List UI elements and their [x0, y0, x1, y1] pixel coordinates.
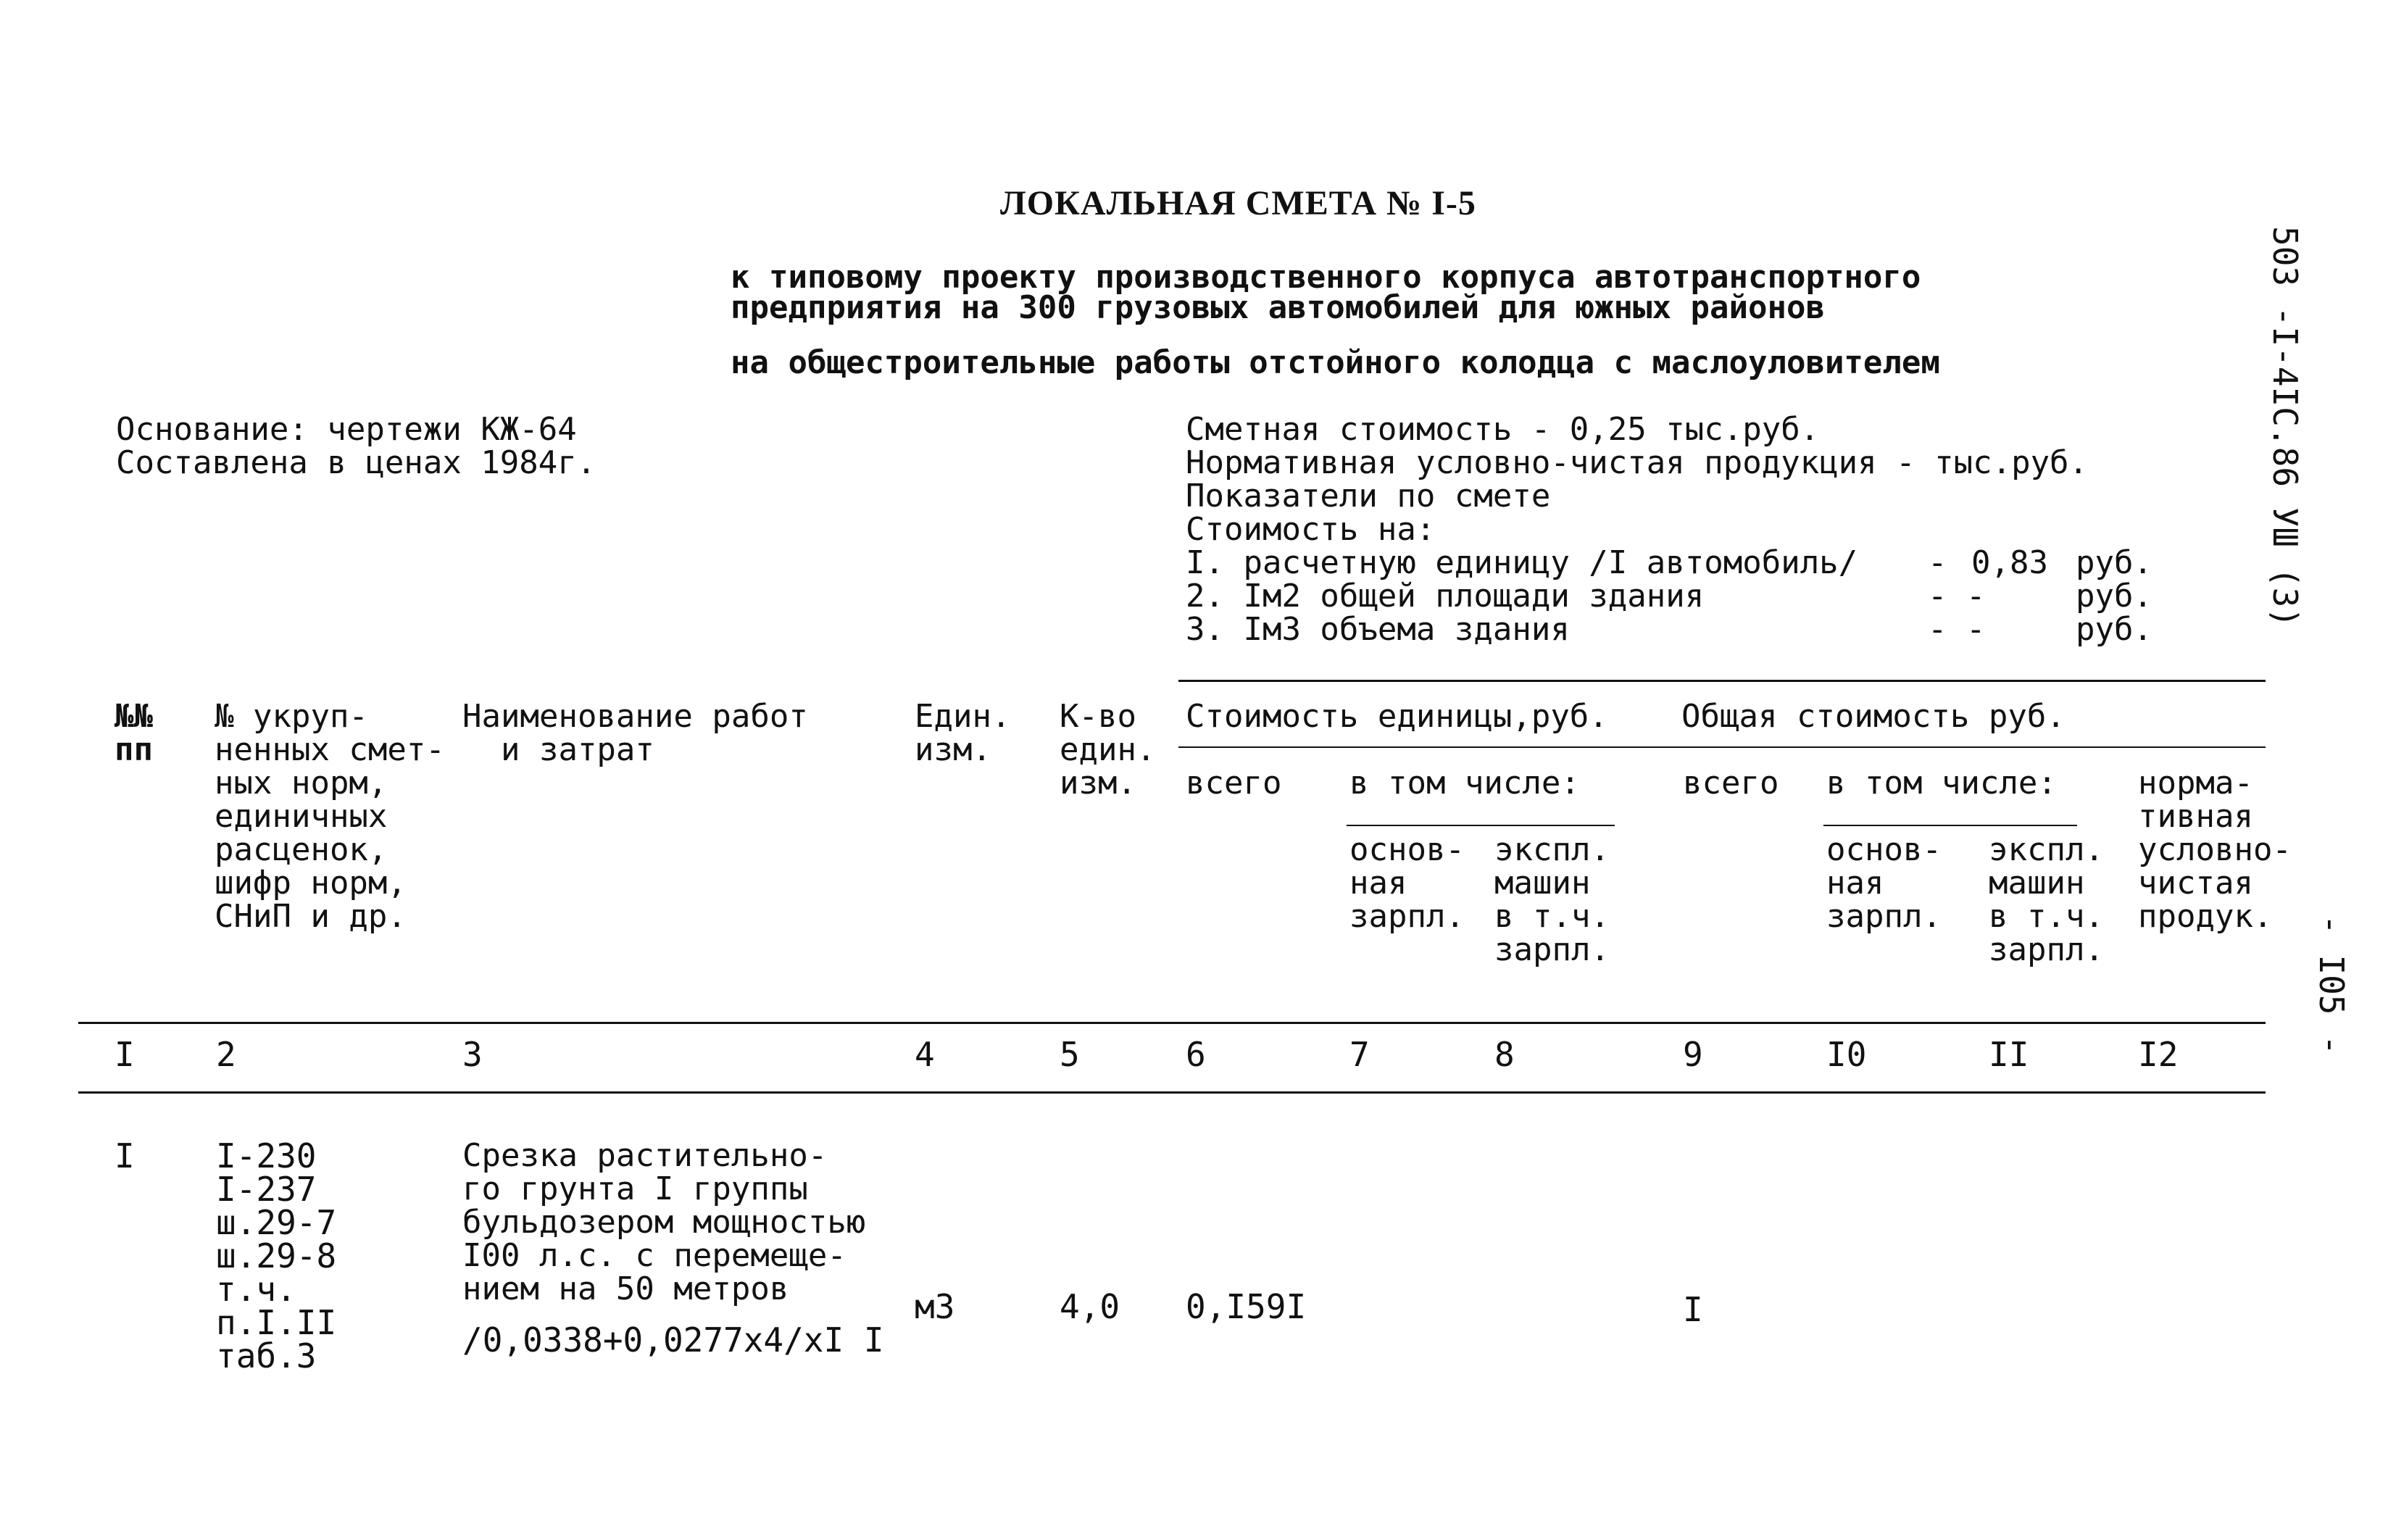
column-numbers-rule — [78, 1091, 2266, 1094]
header-norm-line: норма- — [2138, 765, 2253, 802]
row-1-code: I-230 — [216, 1136, 317, 1175]
subtitle-line-2: предприятия на 300 грузовых автомобилей для южных районов — [731, 289, 1825, 326]
header-col-2-line: шифр норм, — [215, 865, 407, 902]
header-col-2-line: СНиП и др. — [215, 898, 407, 935]
header-ekspl-line: машин — [1494, 865, 1591, 902]
column-number-1: I — [115, 1035, 135, 1074]
row-1-name-line: го грунта I группы — [462, 1170, 808, 1207]
header-col-2-line: единичных — [215, 798, 388, 835]
header-col-5-line: изм. — [1060, 765, 1136, 802]
table-top-rule — [1178, 680, 2266, 682]
column-number-2: 2 — [216, 1035, 236, 1074]
row-1-formula: /0,0338+0,0277x4/xI I — [462, 1320, 884, 1360]
column-number-11: II — [1989, 1035, 2029, 1074]
header-norm-production — [2138, 767, 2292, 933]
column-number-4: 4 — [915, 1035, 935, 1074]
row-1-name-line: I00 л.с. с перемеще- — [462, 1237, 846, 1274]
header-unit-ekspl — [1494, 833, 1610, 967]
column-number-9: 9 — [1683, 1035, 1703, 1074]
header-col-4-line: Един. — [915, 698, 1011, 735]
indicator-3-label: 3. Iм3 объема здания — [1186, 611, 1570, 648]
header-osnov-line: ная — [1826, 865, 1884, 902]
cost-line-2: Нормативная условно-чистая продукция - тыс.руб. — [1186, 444, 2089, 481]
row-1-quantity: 4,0 — [1060, 1287, 1120, 1326]
header-col-2 — [215, 700, 445, 933]
header-norm-line: чистая — [2138, 865, 2253, 902]
header-col-4-line: изм. — [915, 731, 991, 768]
column-number-12: I2 — [2138, 1035, 2179, 1074]
header-norm-line: продук. — [2138, 898, 2273, 935]
header-col-2-line: № укруп- — [215, 698, 368, 735]
basis-line-1: Основание: чертежи КЖ-64 — [116, 411, 577, 448]
subtitle-works: на общестроительные работы отстойного колодца с маслоуловителем — [731, 344, 1940, 381]
header-osnov-line: зарпл. — [1826, 898, 1942, 935]
row-1-unit-total: 0,I59I — [1186, 1287, 1307, 1326]
row-1-number: I — [115, 1136, 135, 1175]
header-ekspl-line: зарпл. — [1494, 931, 1610, 968]
header-total-vsego: всего — [1683, 765, 1779, 802]
indicator-1-label: I. расчетную единицу /I автомобиль/ — [1186, 544, 1858, 581]
header-norm-line: тивная — [2138, 798, 2253, 835]
header-norm-line: условно- — [2138, 831, 2292, 868]
header-col-2-line: расценок, — [215, 831, 388, 868]
indicator-2-label: 2. Iм2 общей площади здания — [1186, 578, 1705, 615]
row-1-name-line: нием на 50 метров — [462, 1270, 789, 1307]
header-total-cost: Общая стоимость руб. — [1681, 698, 2066, 735]
cost-info-block — [1186, 413, 2088, 546]
header-col-4 — [915, 700, 1010, 767]
subtitle — [731, 259, 1921, 326]
cost-line-3: Показатели по смете — [1186, 478, 1551, 515]
row-1-code: I-237 — [216, 1170, 317, 1209]
side-document-code: 503 -I-4IC.86 УШ (3) — [2266, 226, 2305, 628]
page-number: - I05 - — [2312, 915, 2351, 1055]
header-osnov-line: зарпл. — [1349, 898, 1465, 935]
total-subheader-rule — [1823, 825, 2077, 826]
header-col-5 — [1060, 700, 1155, 800]
header-ekspl-line: в т.ч. — [1494, 898, 1610, 935]
indicator-1-value: 0,83 — [1971, 544, 2048, 581]
header-ekspl-line: машин — [1989, 865, 2085, 902]
header-col-1-line: пп — [115, 731, 153, 768]
indicator-3-unit: руб. — [2076, 611, 2152, 648]
row-1-codes — [216, 1136, 337, 1375]
column-number-5: 5 — [1060, 1035, 1080, 1074]
row-1-code: т.ч. — [216, 1270, 296, 1309]
header-total-ekspl — [1989, 833, 2104, 967]
row-1-unit: м3 — [915, 1287, 955, 1326]
unit-subheader-rule — [1347, 825, 1615, 826]
header-bottom-rule — [78, 1022, 2266, 1024]
document-title: ЛОКАЛЬНАЯ СМЕТА № I-5 — [1000, 184, 1476, 222]
cost-line-4: Стоимость на: — [1186, 511, 1436, 548]
indicator-2-unit: руб. — [2076, 578, 2152, 615]
header-osnov-line: ная — [1349, 865, 1407, 902]
indicator-2-dash: - - — [1928, 578, 1986, 615]
header-ekspl-line: в т.ч. — [1989, 898, 2104, 935]
header-ekspl-line: экспл. — [1989, 831, 2104, 868]
cost-line-1: Сметная стоимость - 0,25 тыс.руб. — [1186, 411, 1820, 448]
header-osnov-line: основ- — [1826, 831, 1942, 868]
row-1-code: п.I.II — [216, 1303, 337, 1342]
header-total-including: в том числе: — [1826, 765, 2057, 802]
indicator-3-dash: - - — [1928, 611, 1986, 648]
header-total-osnov — [1826, 833, 1942, 933]
column-number-8: 8 — [1494, 1035, 1515, 1074]
basis-line-2: Составлена в ценах 1984г. — [116, 444, 596, 481]
indicator-1-unit: руб. — [2076, 544, 2152, 581]
header-unit-including: в том числе: — [1349, 765, 1580, 802]
header-col-3-line: Наименование работ — [462, 698, 808, 735]
header-col-1-line: №№ — [115, 698, 153, 735]
header-col-5-line: един. — [1060, 731, 1156, 768]
basis-block — [116, 413, 596, 480]
header-col-2-line: ных норм, — [215, 765, 388, 802]
header-col-5-line: К-во — [1060, 698, 1136, 735]
header-unit-osnov — [1349, 833, 1465, 933]
row-1-total: I — [1683, 1290, 1703, 1329]
row-1-code: ш.29-8 — [216, 1236, 337, 1275]
header-col-3 — [462, 700, 808, 767]
header-ekspl-line: зарпл. — [1989, 931, 2104, 968]
column-number-7: 7 — [1349, 1035, 1370, 1074]
header-col-2-line: ненных смет- — [215, 731, 445, 768]
indicator-1-dash: - — [1928, 544, 1947, 581]
row-1-work-name — [462, 1139, 865, 1306]
subtitle-line-1: к типовому проекту производственного корпуса автотранспортного — [731, 259, 1921, 296]
header-ekspl-line: экспл. — [1494, 831, 1610, 868]
row-1-code: ш.29-7 — [216, 1203, 337, 1242]
column-number-3: 3 — [462, 1035, 483, 1074]
row-1-name-line: бульдозером мощностью — [462, 1204, 866, 1241]
column-number-6: 6 — [1186, 1035, 1206, 1074]
cost-header-rule — [1178, 746, 2266, 748]
column-number-10: I0 — [1826, 1035, 1867, 1074]
header-unit-cost: Стоимость единицы,руб. — [1186, 698, 1608, 735]
header-unit-vsego: всего — [1186, 765, 1282, 802]
header-col-3-line: и затрат — [462, 731, 654, 768]
row-1-code: таб.3 — [216, 1336, 317, 1375]
row-1-name-line: Срезка растительно- — [462, 1137, 828, 1174]
header-col-1 — [115, 700, 153, 767]
header-osnov-line: основ- — [1349, 831, 1465, 868]
